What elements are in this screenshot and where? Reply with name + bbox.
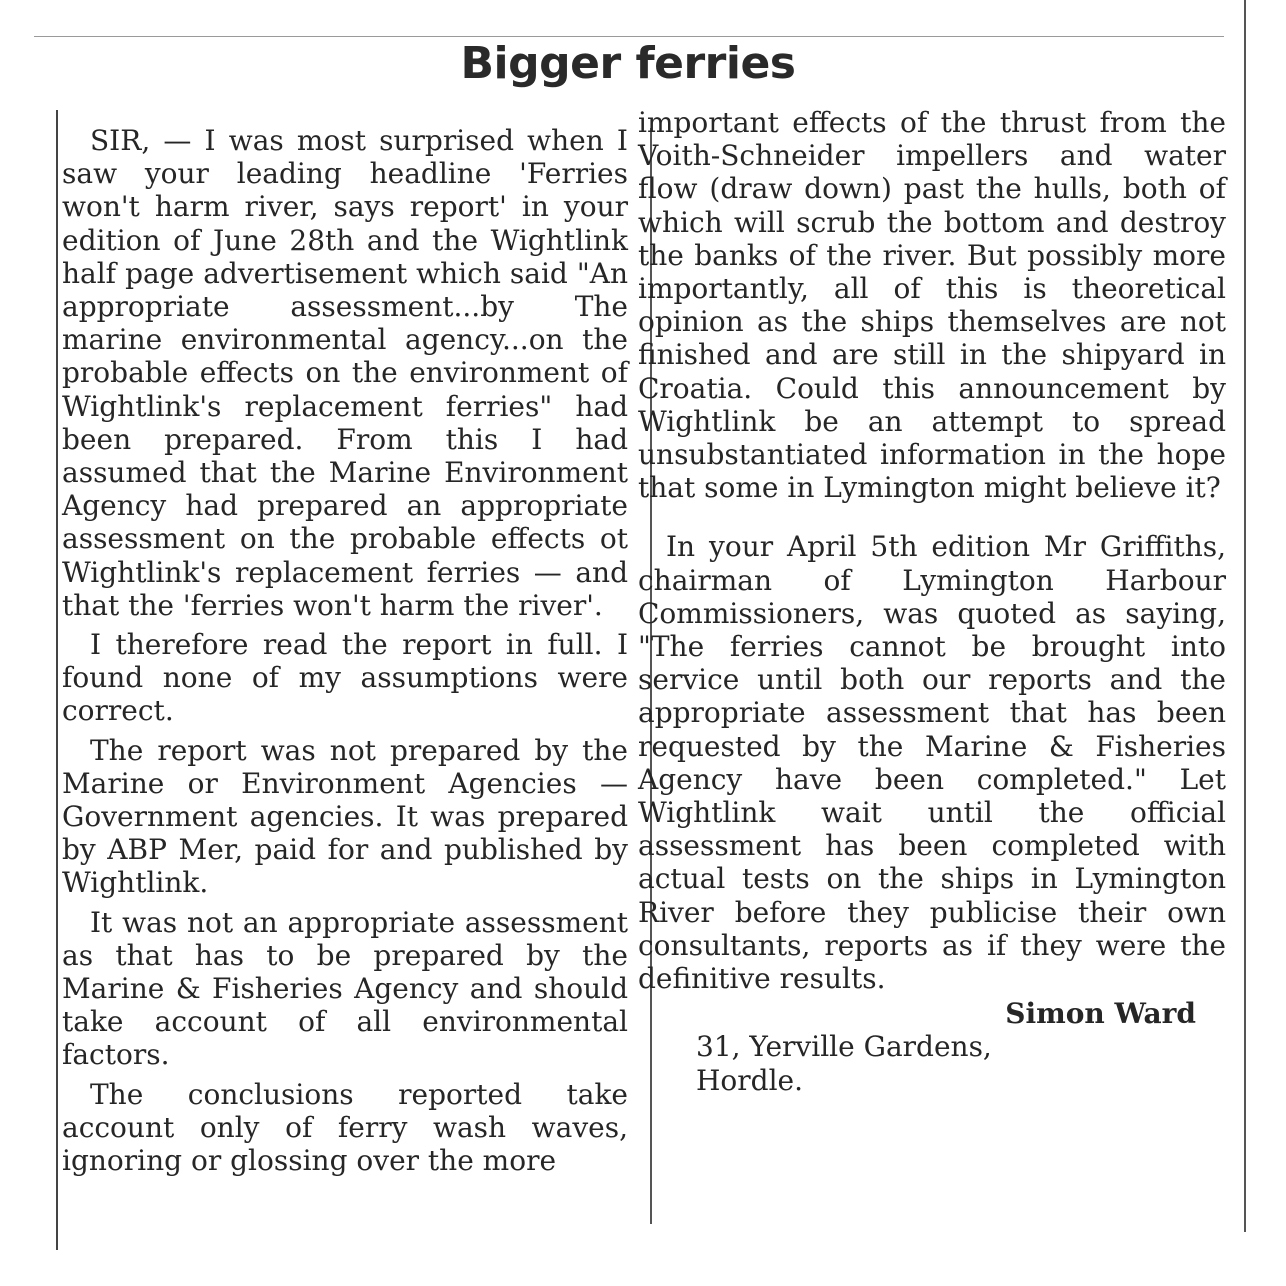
- letter-paragraph-4: It was not an appropriate assessment as that has to be prepared by the Marine & Fisheries Agency and should take account of all environmental factors.: [62, 905, 628, 1072]
- left-column: [62, 124, 628, 1177]
- left-border: [56, 110, 58, 1250]
- address-town: Hordle.: [696, 1063, 804, 1097]
- letter-paragraph-5: The conclusions reported take account only of ferry wash waves, ignoring or glossing over the more: [62, 1077, 628, 1178]
- address-street: 31, Yerville Gardens,: [696, 1030, 992, 1064]
- letter-paragraph-3: The report was not prepared by the Marine or Environment Agencies — Government agencies. It was prepared by ABP Mer, paid for and published by Wightlink.: [62, 733, 628, 900]
- letter-paragraph-1: SIR, — I was most surprised when I saw your leading headline 'Ferries won't harm river, says report' in your edition of June 28th and the Wightlink half page advertisement which said "An appropriate assessment...by The marine environmental agency...on the probable effects on the environment of Wightlink's replacement ferries" had been prepared. From this I had assumed that the Marine Environment Agency had prepared an appropriate assessment on the probable effects ot Wightlink's replacement ferries — and that the 'ferries won't harm the river'.: [62, 124, 628, 622]
- author-signature: Simon Ward: [1005, 997, 1196, 1031]
- right-border: [1244, 0, 1246, 1232]
- letter-paragraph-6: In your April 5th edition Mr Griffiths, chairman of Lymington Harbour Commissioners, was quoted as saying, "The ferries cannot be brought into service until both our reports and the appropriate assessment that has been requested by the Marine & Fisheries Agency have been completed." Let Wightlink wait until the official assessment has been completed with actual tests on the ships in Lymington River before they publicise their own consultants, reports as if they were the definitive results.: [638, 530, 1226, 996]
- letter-paragraph-continued: important effects of the thrust from the Voith-Schneider impellers and water flow (draw down) past the hulls, both of which will scrub the bottom and destroy the banks of the river. But possibly more importantly, all of this is theoretical opinion as the ships themselves are not finished and are still in the shipyard in Croatia. Could this announcement by Wightlink be an attempt to spread unsubstantiated information in the hope that some in Lymington might believe it?: [638, 106, 1226, 505]
- letter-paragraph-2: I therefore read the report in full. I found none of my assumptions were correct.: [62, 628, 628, 728]
- right-column: [638, 106, 1226, 1097]
- top-rule: [34, 36, 1224, 37]
- headline: Bigger ferries: [460, 38, 796, 89]
